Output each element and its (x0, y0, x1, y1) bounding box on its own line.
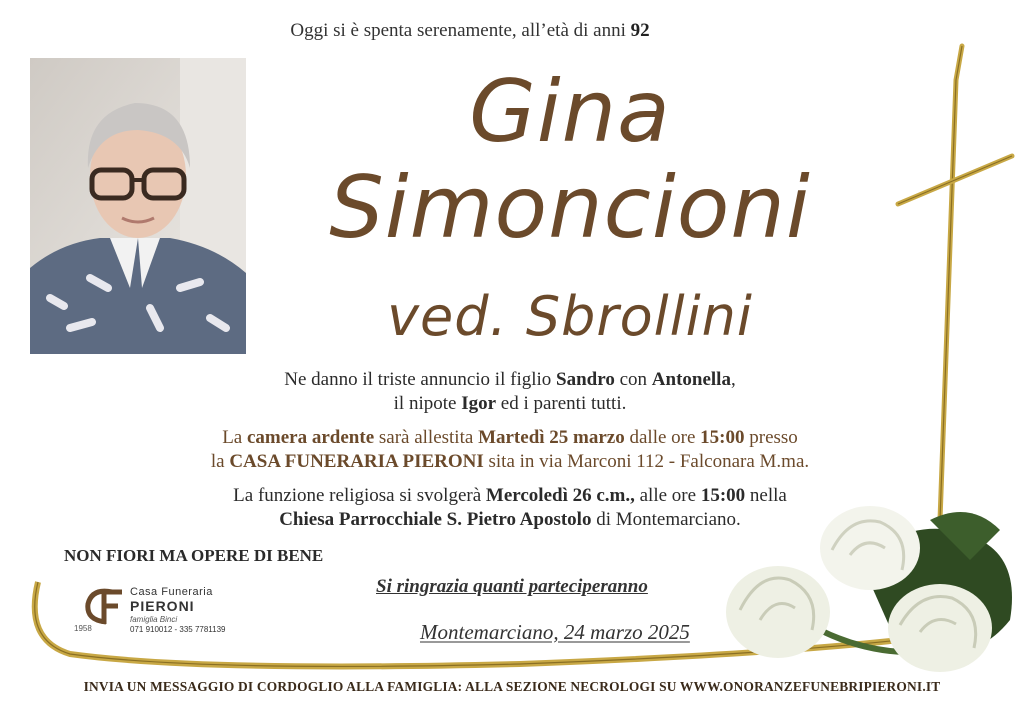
thanks-line: Si ringrazia quanti parteciperanno (376, 576, 648, 597)
logo-line2: PIERONI (130, 598, 195, 614)
place-date: Montemarciano, 24 marzo 2025 (420, 620, 690, 644)
rose-1 (726, 566, 830, 658)
logo-year: 1958 (74, 624, 92, 633)
first-name: Gina (469, 62, 671, 162)
logo-line3: famiglia Binci (130, 615, 178, 624)
rose-3 (888, 584, 992, 672)
no-flowers-note: NON FIORI MA OPERE DI BENE (64, 546, 324, 565)
wake-info: La camera ardente sarà allestita Martedì 25 marzo dalle ore 15:00 presso la CASA FUNERARIA PIERONI sita in via Marconi 112 - Falconara M.ma. (210, 427, 810, 472)
last-name: Simoncioni (329, 158, 811, 258)
cf-monogram-icon (82, 586, 126, 626)
widow-of: ved. Sbrollini (387, 285, 753, 348)
funeral-info: La funzione religiosa si svolgerà Mercoledì 26 c.m., alle ore 15:00 nella Chiesa Parrocchiale S. Pietro Apostolo di Montemarciano. (233, 485, 787, 530)
funeral-home-logo (72, 584, 272, 636)
logo-phones: 071 910012 - 335 7781139 (130, 625, 226, 634)
intro-line: Oggi si è spenta serenamente, all’età di anni 92 (290, 20, 650, 41)
announcement: Ne danno il triste annuncio il figlio Sandro con Antonella, il nipote Igor ed i parenti tutti. (284, 369, 736, 414)
logo-line1: Casa Funeraria (130, 586, 213, 598)
footer-note: INVIA UN MESSAGGIO DI CORDOGLIO ALLA FAMIGLIA: ALLA SEZIONE NECROLOGI SU WWW.ONORANZEFUNEBRIPIERONI.IT (83, 679, 941, 694)
age: 92 (630, 20, 650, 41)
